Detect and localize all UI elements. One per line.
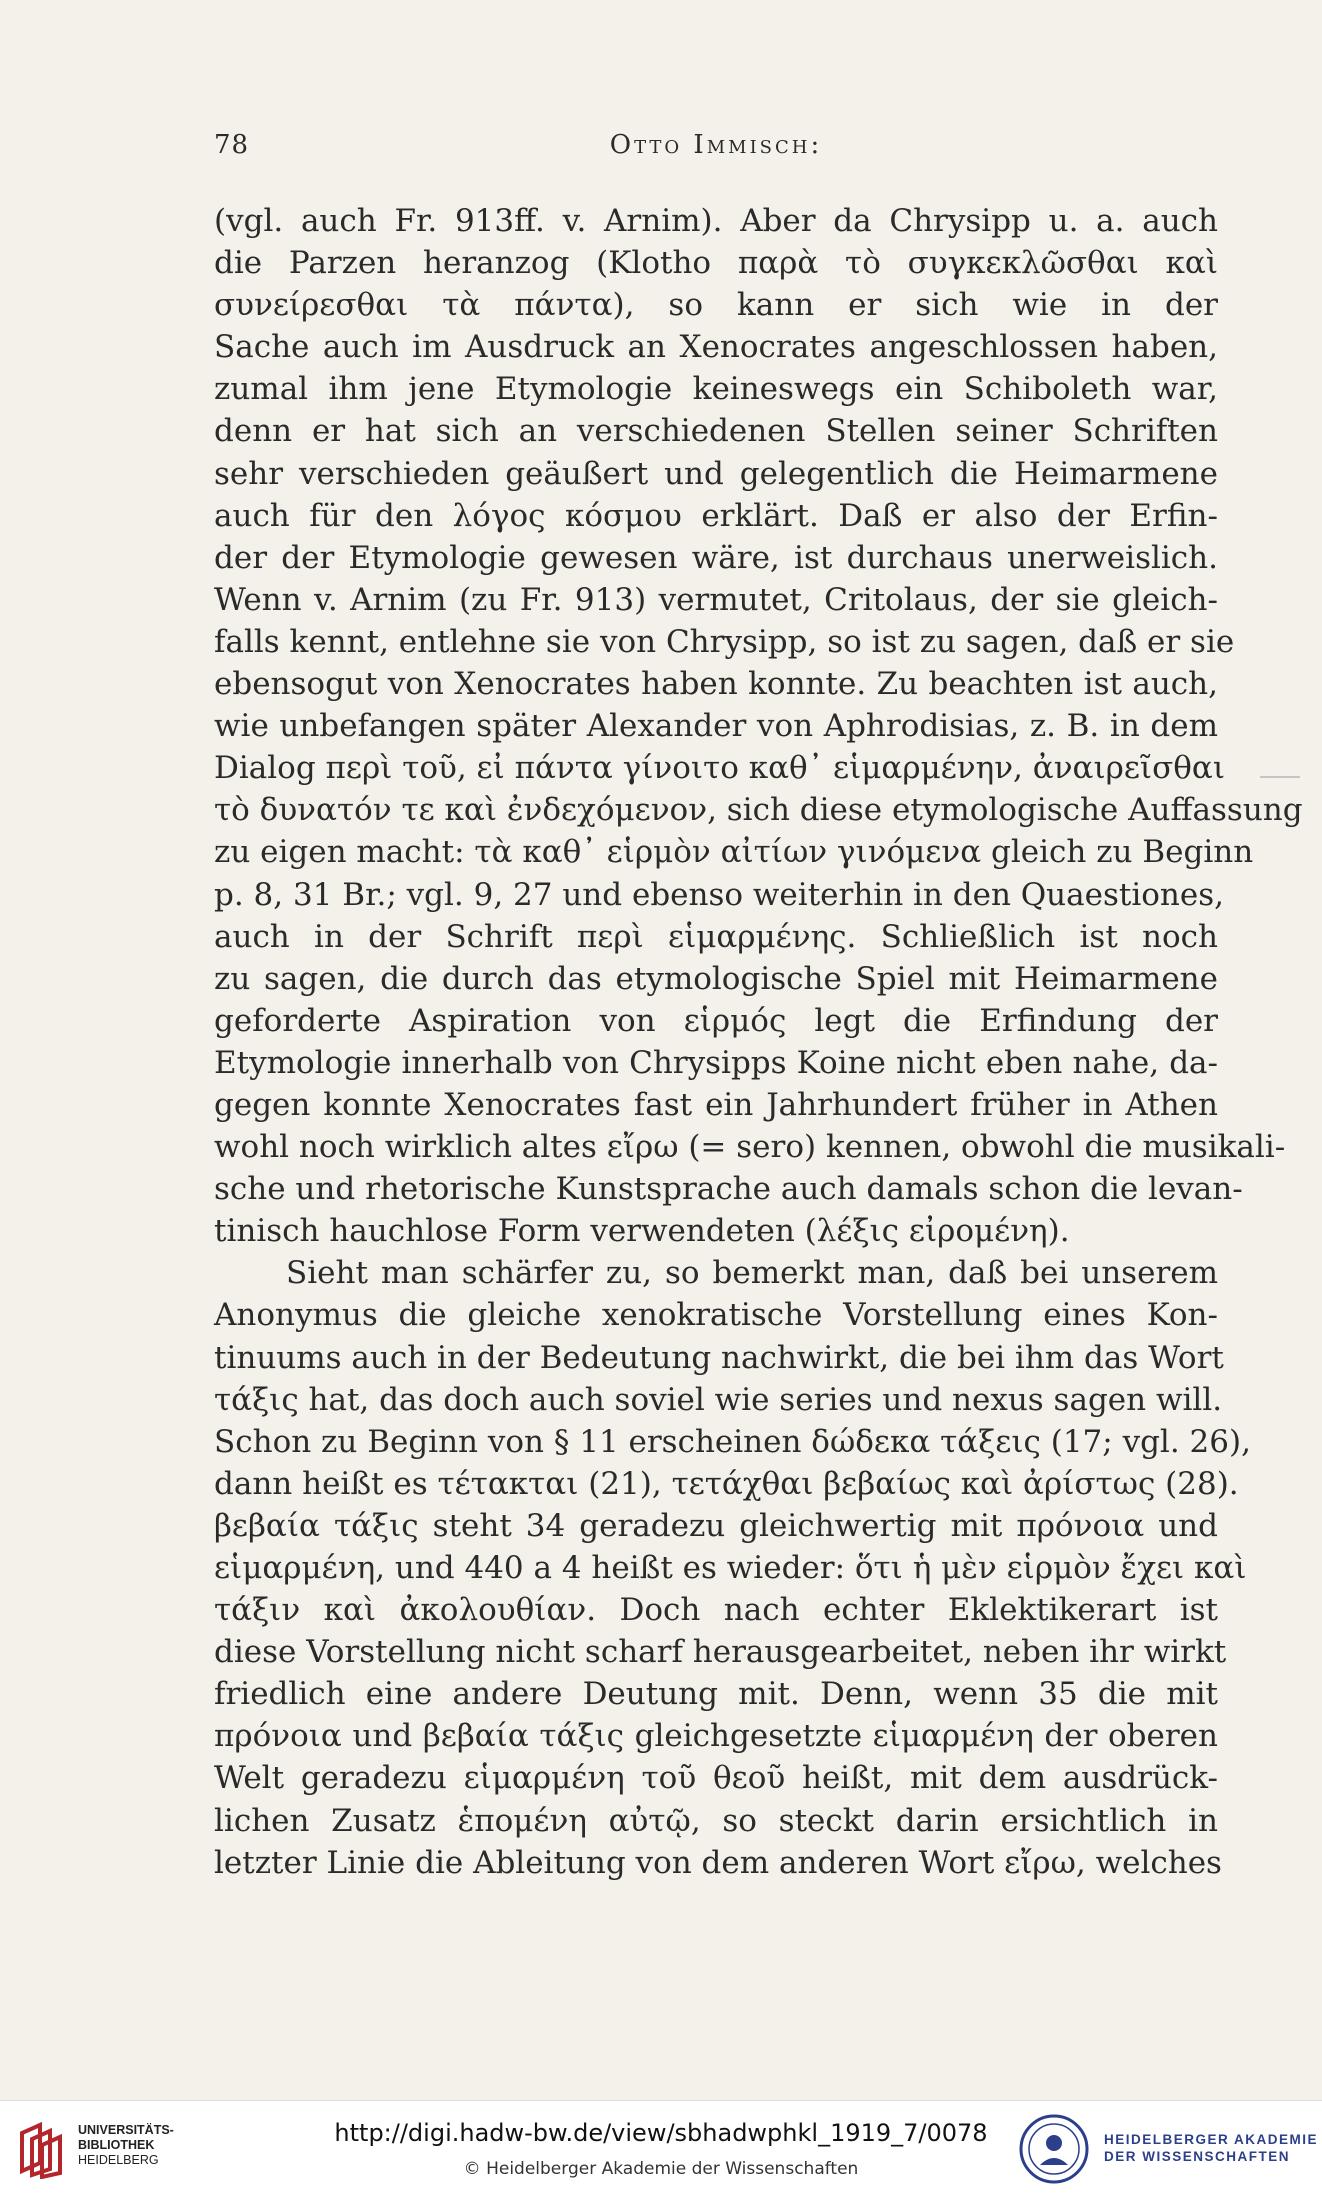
library-name-line: UNIVERSITÄTS- — [78, 2123, 174, 2137]
library-name-line: HEIDELBERG — [78, 2153, 159, 2167]
text-line: Schon zu Beginn von § 11 erscheinen δώδεκα τάξεις (17; vgl. 26), — [214, 1423, 1251, 1460]
text-line: letzter Linie die Ableitung von dem anderen Wort εἴρω, welches — [214, 1844, 1222, 1881]
text-line: auch für den λόγος κόσμου erklärt. Daß er also der Erfin- — [214, 497, 1218, 534]
text-line: p. 8, 31 Br.; vgl. 9, 27 und ebenso weiterhin in den Quaestiones, — [214, 876, 1224, 913]
text-line: συνείρεσθαι τὰ πάντα), so kann er sich wie in der — [214, 287, 1218, 324]
text-line: lichen Zusatz ἑπομένη αὐτῷ, so steckt darin ersichtlich in — [214, 1802, 1218, 1839]
text-line: πρόνοια und βεβαία τάξις gleichgesetzte εἱμαρμένη der oberen — [214, 1718, 1218, 1755]
text-line: εἱμαρμένη, und 440 a 4 heißt es wieder: ὅτι ἡ μὲν εἱρμὸν ἔχει καὶ — [214, 1550, 1247, 1586]
text-line: τάξις hat, das doch auch soviel wie series und nexus sagen will. — [214, 1381, 1223, 1418]
text-line: sehr verschieden geäußert und gelegentlich die Heimarmene — [214, 455, 1218, 492]
text-line: Sache auch im Ausdruck an Xenocrates angeschlossen haben, — [214, 329, 1218, 366]
text-line: Etymologie innerhalb von Chrysipps Koine nicht eben nahe, da- — [214, 1044, 1218, 1081]
text-line: tinisch hauchlose Form verwendeten (λέξις εἰρομένη). — [214, 1213, 1070, 1250]
text-line: der der Etymologie gewesen wäre, ist durchaus unerweislich. — [214, 539, 1218, 576]
text-line: sche und rhetorische Kunstsprache auch damals schon die levan- — [214, 1171, 1243, 1208]
text-line: ebensogut von Xenocrates haben konnte. Zu beachten ist auch, — [214, 666, 1218, 703]
text-line: (vgl. auch Fr. 913ff. v. Arnim). Aber da Chrysipp u. a. auch — [214, 203, 1218, 239]
running-title: Otto Immisch: — [609, 130, 823, 160]
text-line: wie unbefangen später Alexander von Aphrodisias, z. B. in dem — [214, 708, 1218, 745]
margin-pencil-mark — [1260, 776, 1300, 778]
text-line: zumal ihm jene Etymologie keineswegs ein Schiboleth war, — [214, 371, 1218, 408]
text-line: diese Vorstellung nicht scharf herausgearbeitet, neben ihr wirkt — [214, 1634, 1227, 1671]
copyright-notice: © Heidelberger Akademie der Wissenschaften — [463, 2159, 859, 2179]
text-line: friedlich eine andere Deutung mit. Denn, wenn 35 die mit — [214, 1676, 1218, 1713]
library-name-line: BIBLIOTHEK — [78, 2138, 155, 2152]
text-line: Welt geradezu εἱμαρμένη τοῦ θεοῦ heißt, mit dem ausdrück- — [214, 1760, 1218, 1797]
text-line: die Parzen heranzog (Klotho παρὰ τὸ συγκεκλῶσθαι καὶ — [214, 245, 1218, 282]
text-line: falls kennt, entlehne sie von Chrysipp, so ist zu sagen, daß er sie — [214, 623, 1235, 660]
text-line: τάξιν καὶ ἀκολουθίαν. Doch nach echter Eklektikerart ist — [214, 1592, 1218, 1629]
text-line: zu eigen macht: τὰ καθ᾽ εἱρμὸν αἰτίων γινόμενα gleich zu Beginn — [214, 834, 1254, 871]
text-line: Dialog περὶ τοῦ, εἰ πάντα γίνοιτο καθ᾽ εἱμαρμένην, ἀναιρεῖσθαι — [214, 750, 1225, 787]
academy-seal-icon[interactable] — [1018, 2113, 1090, 2185]
body-text — [214, 200, 1303, 1884]
text-line: dann heißt es τέτακται (21), τετάχθαι βεβαίως καὶ ἀρίστως (28). — [214, 1465, 1239, 1502]
academy-name — [1104, 2131, 1318, 2165]
text-line: zu sagen, die durch das etymologische Spiel mit Heimarmene — [214, 960, 1218, 997]
text-line: geforderte Aspiration von εἱρμός legt die Erfindung der — [214, 1002, 1218, 1039]
academy-name-line: HEIDELBERGER AKADEMIE — [1104, 2132, 1319, 2147]
text-line: βεβαία τάξις steht 34 geradezu gleichwertig mit πρόνοια und — [214, 1507, 1218, 1544]
page-number: 78 — [214, 130, 250, 160]
text-line: auch in der Schrift περὶ εἱμαρμένης. Schließlich ist noch — [214, 918, 1218, 955]
text-line: Sieht man schärfer zu, so bemerkt man, daß bei unserem — [286, 1255, 1218, 1292]
permalink-url[interactable]: http://digi.hadw-bw.de/view/sbhadwphkl_1919_7/0078 — [334, 2119, 988, 2147]
text-line: gegen konnte Xenocrates fast ein Jahrhundert früher in Athen — [214, 1086, 1218, 1123]
text-line: tinuums auch in der Bedeutung nachwirkt, die bei ihm das Wort — [214, 1339, 1224, 1376]
text-line: Wenn v. Arnim (zu Fr. 913) vermutet, Critolaus, der sie gleich- — [214, 581, 1218, 618]
text-line: Anonymus die gleiche xenokratische Vorstellung eines Kon- — [214, 1297, 1218, 1334]
text-line: denn er hat sich an verschiedenen Stellen seiner Schriften — [214, 413, 1218, 450]
text-line: wohl noch wirklich altes εἴρω (= sero) kennen, obwohl die musikali- — [214, 1129, 1286, 1166]
text-line: τὸ δυνατόν τε καὶ ἐνδεχόμενον, sich diese etymologische Auffassung — [214, 792, 1303, 829]
academy-name-line: DER WISSENSCHAFTEN — [1104, 2149, 1291, 2164]
footer-bar — [0, 2100, 1322, 2196]
page-header — [214, 130, 1218, 170]
